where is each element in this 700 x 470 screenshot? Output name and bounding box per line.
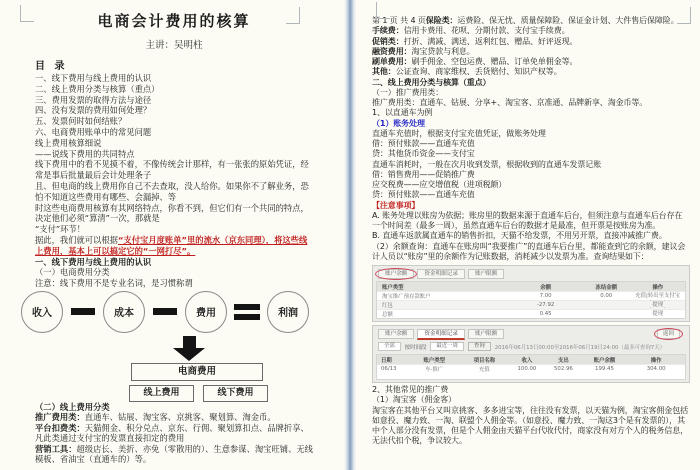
toc-item-2: 二、线上费用分类与核算（重点） bbox=[35, 83, 160, 94]
section-1-note: 注意：线下费用不是专业名词，是习惯称谓 bbox=[35, 278, 193, 289]
expense-type-boxes bbox=[129, 385, 313, 402]
notice-heading: 【注意事项】 bbox=[372, 200, 420, 210]
tab-account-balance: 账户余额 bbox=[378, 269, 414, 279]
promo-detail-line: 推广费用类：直通车、钻展、分享+、淘宝客、京准通、品牌新享、淘金币等。 bbox=[372, 98, 648, 107]
accounting-line-4: 直通车消耗时，一般在次月收到发票，根据收到的直通车发票记账 bbox=[372, 159, 602, 169]
screenshot2-tab-bar bbox=[378, 329, 686, 339]
margin-crop-mark bbox=[286, 7, 300, 24]
down-arrow-icon bbox=[173, 336, 205, 361]
minus-operator-icon bbox=[71, 308, 95, 315]
toc-item-6: 六、电商费用账单中的常见问题 bbox=[35, 126, 152, 137]
insurance-line: 第 1 页 共 4 页保险类：运费险、保无忧、质量保障险、保证金计划、大件售后保障险。 bbox=[372, 16, 679, 25]
toc-item-3: 三、费用发票的取得方法与途径 bbox=[35, 94, 152, 105]
financing-line: 融资费用：淘宝贷款与利息。 bbox=[372, 46, 475, 56]
paragraph-payment: “支付”环节！ bbox=[35, 224, 86, 235]
taoke-heading: （1）淘宝客（佣金客） bbox=[372, 395, 456, 405]
red-paragraph-intro: 据此，我们就可以根据 bbox=[35, 234, 118, 245]
tab-account-balance: 账户余额 bbox=[378, 329, 414, 339]
filter-label: 按时间段 bbox=[404, 344, 427, 351]
tab-fund-detail: 资金明细记录 bbox=[417, 329, 465, 340]
screenshot-account-balance bbox=[372, 265, 690, 322]
section-1-heading: 一、线下费用与线上费用的认识 bbox=[35, 256, 152, 267]
screenshot-fund-records bbox=[372, 325, 690, 383]
balance-table bbox=[376, 281, 686, 319]
subhead-common-trait: ——说线下费用的共同特点 bbox=[35, 148, 135, 159]
other-fee-line: 其他：公证查询、商家维权、丢货赔付、知识产权等。 bbox=[372, 67, 562, 77]
equals-operator-icon bbox=[234, 300, 260, 324]
section-2-heading-right: 二、线上费用分类与核算（重点） bbox=[372, 77, 491, 87]
page-divider bbox=[344, 0, 356, 470]
service-fee-line: 手续费：信用卡费用、花呗、分期付款、支付宝手续费。 bbox=[372, 26, 570, 36]
margin-crop-mark bbox=[677, 7, 691, 24]
paragraph-alipay-bill bbox=[35, 235, 313, 257]
screenshot1-tab-bar bbox=[378, 269, 686, 279]
circle-cost: 成本 bbox=[103, 291, 145, 333]
note-a: A. 账务处理以账房为依据；账房里的数据来源于直通车后台，但须注意与直通车后台存在一个时间差（最多一周），虽然直通车后台的数据才是最准，但开票是按账房为准。 bbox=[372, 210, 683, 230]
section-2-heading: （二）线上费用分类 bbox=[35, 401, 110, 412]
table-empty-space bbox=[377, 373, 685, 379]
box-online-expense: 线上费用 bbox=[129, 385, 194, 402]
tab-fund-detail: 资金明细记录 bbox=[417, 269, 465, 279]
expense-formula-diagram bbox=[32, 291, 313, 402]
section-1-sub: （一）电商费用分类 bbox=[35, 267, 110, 278]
type-select: 全部 bbox=[378, 342, 401, 351]
example-heading: 1、以直通车为例 bbox=[372, 108, 433, 118]
promotion-line: 促销类：打折、满减、满送、返利红包、赠品、好评返现。 bbox=[372, 36, 578, 46]
box-offline-expense: 线下费用 bbox=[203, 385, 268, 402]
formula-row bbox=[21, 291, 313, 333]
query-button: 查询 bbox=[468, 342, 491, 351]
accounting-heading: （1）账务处理 bbox=[372, 118, 425, 128]
records-table bbox=[376, 354, 686, 380]
accounting-line-1: 直通车充值时，根据支付宝充值凭证，做账务处理 bbox=[372, 128, 546, 138]
withdraw-highlighted: 提现 bbox=[652, 302, 664, 308]
circle-income: 收入 bbox=[21, 291, 63, 333]
toc-item-4: 四、没有发票的费用如何处理？ bbox=[35, 105, 152, 116]
toc-list bbox=[35, 73, 313, 138]
accounting-line-2: 借：预付账款——直通车充值 bbox=[372, 139, 475, 148]
records-table-header: 日期 账户类型 项目名称 收入 支出 账户余额 操作 bbox=[377, 355, 685, 364]
table-row: 淘宝推广预存款账户 7.00 0.00 充值|转出至支付宝 bbox=[377, 291, 685, 300]
balance-query-paragraph: （2）余额查询：直通车在账房叫“我要推广”的直通车后台里，都能查到它的余额，建议会计人员以“账房”里的余额作为记账数据，消耗减少以发票为准。查询结果如下： bbox=[372, 241, 686, 261]
minus-operator-icon bbox=[153, 308, 177, 315]
toc-title: 目 录 bbox=[35, 61, 68, 72]
margin-crop-mark bbox=[20, 5, 34, 22]
box-ecommerce-expense: 电商费用 bbox=[131, 363, 263, 381]
promo-sub-heading: （一）推广费用类： bbox=[372, 87, 444, 97]
table-row: 06/13 车·推广 充值 100.00 502.96 199.45 304.00 bbox=[377, 364, 685, 373]
document-page-1[interactable] bbox=[0, 0, 346, 470]
tab-account-limit: 账户限额 bbox=[468, 329, 504, 339]
record-filter-bar bbox=[378, 341, 686, 352]
document-page-2[interactable] bbox=[354, 0, 700, 470]
range-select: 最近一周 bbox=[430, 342, 464, 351]
circle-expense: 费用 bbox=[185, 291, 227, 333]
paragraph-offline-expense: 线下费用中的看不见摸不着，不像传统会计那样，有一张张的原始凭证，经常是事后批量最后会计处理条子 bbox=[35, 159, 309, 181]
accounting-line-3: 贷：其他货币资金——支付宝 bbox=[372, 149, 475, 159]
accounting-line-5: 借：销售费用——促销推广费 bbox=[372, 169, 475, 179]
toc-item-5: 五、发票何时如何结账？ bbox=[35, 116, 127, 127]
back-button: 返回 bbox=[657, 329, 680, 339]
circle-profit: 利润 bbox=[267, 291, 309, 333]
accounting-line-7: 贷：预付账款——直通车充值 bbox=[372, 190, 475, 200]
other-promo-heading: 2、其他常见的推广费 bbox=[372, 385, 449, 394]
brush-order-line: 刷单费用：刷手佣金、空包运费、赠品、订单免单佣金等。 bbox=[372, 57, 578, 66]
accounting-line-6: 应交税费——应交增值税（进项税额） bbox=[372, 180, 507, 189]
balance-table-header: 账户类型 余额 冻结金额 操作 bbox=[377, 282, 685, 291]
margin-crop-mark bbox=[376, 2, 390, 19]
paragraph-online-expense: 且、但电商的线上费用你自己不去查取，没人给你。如果你不了解业务，恐怕不知道这些费用有哪些、会漏掉、等 bbox=[35, 180, 309, 202]
subhead-online-expense: 线上费用核算细说 bbox=[35, 137, 102, 148]
table-row: 总额 0.45 提现 bbox=[377, 309, 685, 318]
lecturer-line: 主讲：吴明柱 bbox=[145, 40, 203, 51]
date-range-note: 2016年06月13日00:00至2016年06月19日24:00（最多可查询7天） bbox=[494, 344, 665, 351]
paragraph-network-trait: 时这些电商费用核算有其网络特点，你看不到，但它们有一个共同的特点，决定他们必须“算清”一次，那就是 bbox=[35, 202, 309, 224]
platform-category-line: 平台扣费类：天猫佣金、积分兑点、京东、行佣、聚划算扣点、品牌折享、凡此类通过支付宝的发票直接扣定的费用 bbox=[35, 422, 309, 444]
toc-item-1: 一、线下费用与线上费用的认识 bbox=[35, 73, 152, 83]
document-title: 电商会计费用的核算 bbox=[97, 12, 251, 30]
tools-category-line: 营销工具：超级店长、美折、亦免（零散用的）、生意参谋、淘宝旺铺、无线模板、省油宝（直通车的）等。 bbox=[35, 443, 313, 464]
table-row: 红包 -27.92 提现 bbox=[377, 300, 685, 309]
promo-category-line: 推广费用类：直通车、钻展、淘宝客、京挑客、聚划算、淘金币。 bbox=[35, 412, 276, 423]
page-number: 第 1 页 共 4 页 bbox=[372, 16, 426, 25]
tab-account-limit: 账户限额 bbox=[468, 269, 504, 279]
note-b: B. 直通车返款属直通车的销售折扣，天猫不给发票，不用另开票，直接冲减推广费。 bbox=[372, 231, 667, 241]
red-highlight-text: “支付宝月度账单”里的流水（京东同理），将这些线上费用，基本上可以搞定它的“一网打尽”。 bbox=[35, 234, 308, 256]
taoke-paragraph: 淘宝客在其他平台又叫京挑客、多多进宝等，往往没有发票，以天猫为例，淘宝客佣金包括如意投、魔力致、一淘、联盟个人佣金等。（如意投、魔力致、一淘这3个是有发票的），其中个人部分没有发票，但是个人佣金由天猫平台代收代付，商家没有对方个人的税务信息，无法代扣个税，争议较大。 bbox=[372, 405, 688, 446]
